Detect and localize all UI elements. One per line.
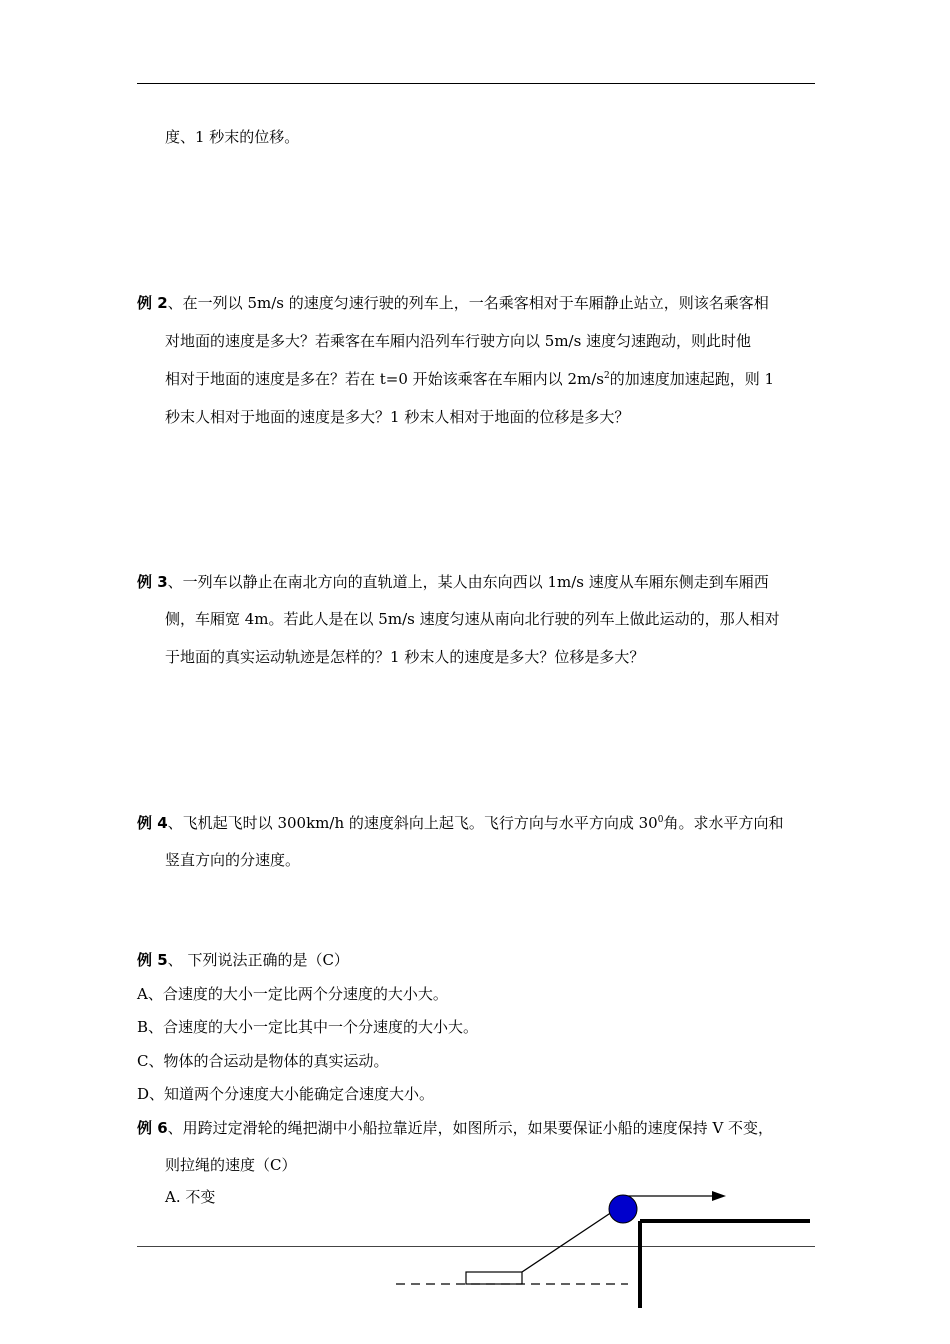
example-5-option-b: B、合速度的大小一定比其中一个分速度的大小大。 [137,1018,479,1036]
example-2-line-1: 例 2、在一列以 5m/s 的速度匀速行驶的列车上，一名乘客相对于车厢静止站立，则该名乘客相 [137,294,769,312]
example-3-line-2: 侧，车厢宽 4m。若此人是在以 5m/s 速度匀速从南向北行驶的列车上做此运动的，那人相对 [165,610,780,628]
example-2-line-2: 对地面的速度是多大？若乘客在车厢内沿列车行驶方向以 5m/s 速度匀速跑动，则此时他 [165,332,752,350]
example-3-line-3: 于地面的真实运动轨迹是怎样的？1 秒末人的速度是多大？位移是多大？ [165,648,645,666]
example-5-option-c: C、物体的合运动是物体的真实运动。 [137,1052,389,1070]
example-2-line-4: 秒末人相对于地面的速度是多大？1 秒末人相对于地面的位移是多大？ [165,408,630,426]
example-6-line-2: 则拉绳的速度（C） [165,1156,297,1174]
continuation-text: 度、1 秒末的位移。 [165,128,300,146]
pull-arrow-head [712,1191,726,1201]
example-2-line-3: 相对于地面的速度是多在？若在 t=0 开始该乘客在车厢内以 $2m/s^2$的加速度加速起跑，则 1 [165,370,775,388]
example-4-label: 例 4 [137,814,168,832]
pulley-icon [609,1195,637,1223]
example-6-line-1: 例 6、用跨过定滑轮的绳把湖中小船拉靠近岸，如图所示，如果要保证小船的速度保持 V 不变， [137,1119,774,1137]
example-3-line-1: 例 3、一列车以静止在南北方向的直轨道上，某人由东向西以 1m/s 速度从车厢东侧走到车厢西 [137,573,769,591]
example-5-label: 例 5 [137,951,168,969]
example-2-label: 例 2 [137,294,168,312]
example-5-stem: 例 5、 下列说法正确的是（C） [137,951,349,969]
example-4-line-1: 例 4、飞机起飞时以 300km/h 的速度斜向上起飞。飞行方向与水平方向成 $30^0$角。求水平方向和 [137,814,784,832]
pulley-boat-figure [380,1180,820,1310]
example-5-option-a: A、合速度的大小一定比两个分速度的大小大。 [137,985,448,1003]
example-6-option-a: A. 不变 [165,1188,216,1206]
example-3-label: 例 3 [137,573,168,591]
example-5-option-d: D、知道两个分速度大小能确定合速度大小。 [137,1085,435,1103]
rope-line [522,1208,618,1272]
header-rule [137,83,815,84]
example-4-line-2: 竖直方向的分速度。 [165,851,301,869]
boat-rect [466,1272,522,1284]
example-6-label: 例 6 [137,1119,168,1137]
